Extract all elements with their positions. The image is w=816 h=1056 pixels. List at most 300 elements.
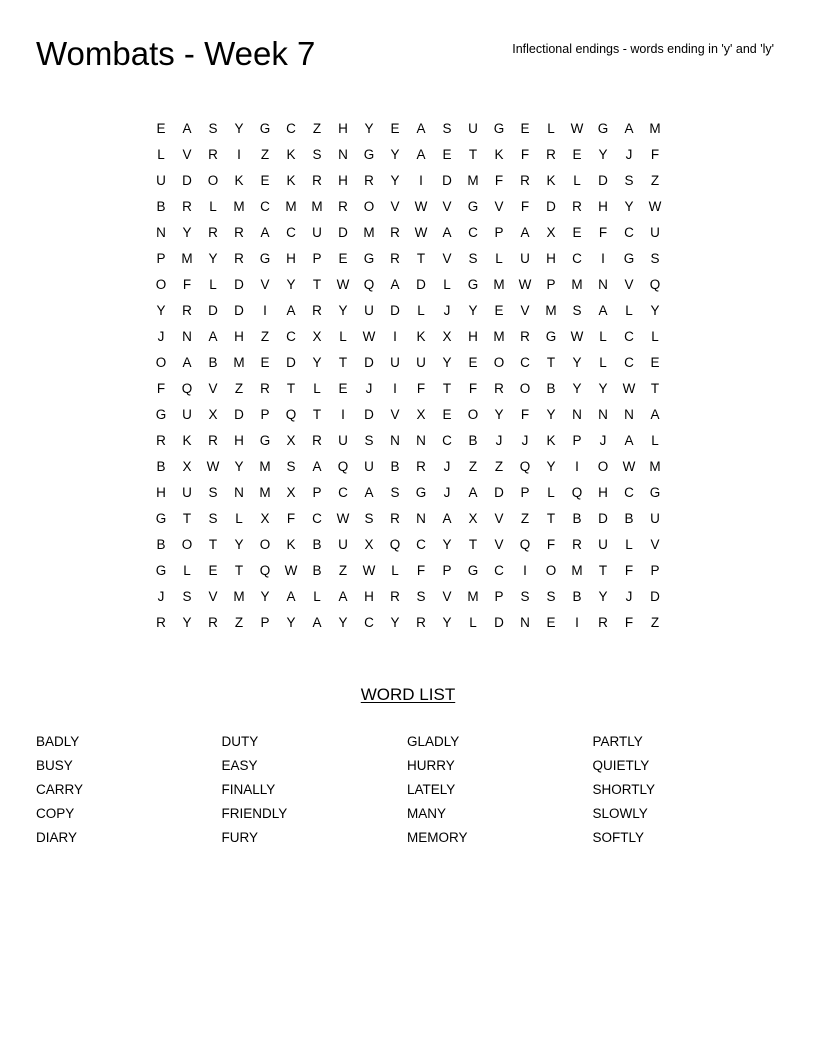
grid-letter: S: [286, 458, 296, 474]
grid-letter: Q: [649, 276, 661, 292]
grid-letter: V: [208, 588, 218, 604]
grid-letter: T: [442, 380, 452, 396]
grid-letter: W: [648, 198, 662, 214]
grid-letter: Z: [338, 562, 348, 578]
grid-letter: G: [467, 276, 479, 292]
grid-letter: H: [156, 484, 166, 500]
grid-letter: P: [494, 588, 504, 604]
grid-letter: A: [442, 510, 452, 526]
grid-letter: V: [494, 536, 504, 552]
grid-letter: E: [260, 172, 270, 188]
grid-letter: Y: [598, 380, 608, 396]
grid-letter: B: [390, 458, 400, 474]
grid-letter: B: [208, 354, 218, 370]
grid-letter: X: [312, 328, 322, 344]
grid-letter: U: [390, 354, 400, 370]
grid-letter: G: [467, 562, 479, 578]
grid-letter: R: [156, 614, 166, 630]
word-list-item: GLADLY: [407, 734, 460, 749]
grid-letter: T: [286, 380, 296, 396]
grid-letter: C: [624, 484, 634, 500]
grid-letter: F: [650, 146, 660, 162]
grid-letter: A: [338, 588, 348, 604]
grid-letter: X: [442, 328, 452, 344]
grid-letter: S: [468, 250, 478, 266]
grid-letter: B: [624, 510, 634, 526]
grid-letter: B: [156, 198, 166, 214]
grid-letter: M: [493, 276, 505, 292]
grid-letter: C: [312, 510, 322, 526]
grid-letter: V: [208, 380, 218, 396]
grid-letter: D: [650, 588, 660, 604]
word-list-item: LATELY: [407, 782, 456, 797]
grid-letter: G: [623, 250, 635, 266]
grid-letter: M: [259, 484, 271, 500]
grid-letter: P: [494, 224, 504, 240]
grid-letter: M: [233, 198, 245, 214]
grid-letter: Z: [650, 172, 660, 188]
grid-letter: L: [599, 328, 607, 344]
grid-letter: E: [442, 406, 452, 422]
grid-letter: D: [208, 302, 218, 318]
grid-letter: Z: [650, 614, 660, 630]
grid-letter: A: [312, 614, 322, 630]
grid-letter: R: [260, 380, 270, 396]
grid-letter: S: [624, 172, 634, 188]
grid-letter: B: [572, 510, 582, 526]
grid-letter: S: [546, 588, 556, 604]
grid-letter: C: [442, 432, 452, 448]
grid-letter: K: [286, 536, 296, 552]
grid-letter: L: [339, 328, 347, 344]
grid-letter: C: [624, 224, 634, 240]
grid-letter: Q: [389, 536, 401, 552]
grid-letter: N: [156, 224, 166, 240]
grid-letter: U: [338, 536, 348, 552]
grid-letter: Y: [598, 588, 608, 604]
grid-letter: L: [495, 250, 503, 266]
grid-letter: Y: [182, 224, 192, 240]
grid-letter: W: [336, 276, 350, 292]
grid-letter: R: [208, 146, 218, 162]
grid-letter: I: [393, 380, 397, 396]
grid-letter: L: [651, 432, 659, 448]
grid-letter: X: [286, 484, 296, 500]
grid-letter: E: [468, 354, 478, 370]
grid-letter: C: [338, 484, 348, 500]
grid-letter: E: [546, 614, 556, 630]
grid-letter: P: [156, 250, 166, 266]
grid-letter: X: [208, 406, 218, 422]
grid-letter: A: [650, 406, 660, 422]
grid-letter: A: [182, 120, 192, 136]
grid-letter: Y: [390, 614, 400, 630]
grid-letter: V: [494, 198, 504, 214]
word-list-item: CARRY: [36, 782, 84, 797]
grid-letter: R: [312, 302, 322, 318]
grid-letter: L: [443, 276, 451, 292]
grid-letter: T: [182, 510, 192, 526]
grid-letter: A: [260, 224, 270, 240]
grid-letter: R: [338, 198, 348, 214]
grid-letter: Z: [234, 380, 244, 396]
grid-letter: H: [234, 328, 244, 344]
grid-letter: R: [234, 224, 244, 240]
grid-letter: O: [155, 354, 167, 370]
grid-letter: L: [313, 380, 321, 396]
grid-letter: O: [259, 536, 271, 552]
grid-letter: G: [597, 120, 609, 136]
grid-letter: Q: [285, 406, 297, 422]
grid-letter: C: [416, 536, 426, 552]
grid-letter: E: [390, 120, 400, 136]
grid-letter: Y: [156, 302, 166, 318]
grid-letter: R: [572, 198, 582, 214]
grid-letter: T: [208, 536, 218, 552]
grid-letter: T: [312, 276, 322, 292]
grid-letter: C: [286, 224, 296, 240]
word-list-item: SLOWLY: [592, 806, 648, 821]
grid-letter: Y: [338, 614, 348, 630]
grid-letter: N: [572, 406, 582, 422]
grid-letter: Y: [572, 354, 582, 370]
grid-letter: T: [468, 536, 478, 552]
grid-letter: N: [390, 432, 400, 448]
grid-letter: F: [624, 562, 634, 578]
word-list-heading-wrapper: [0, 684, 816, 706]
grid-letter: H: [598, 198, 608, 214]
grid-letter: A: [416, 120, 426, 136]
grid-letter: T: [312, 406, 322, 422]
grid-letter: D: [546, 198, 556, 214]
grid-letter: J: [157, 328, 165, 344]
grid-letter: H: [338, 172, 348, 188]
grid-letter: O: [207, 172, 219, 188]
grid-letter: L: [183, 562, 191, 578]
grid-letter: F: [520, 406, 530, 422]
grid-letter: S: [572, 302, 582, 318]
grid-letter: D: [390, 302, 400, 318]
grid-letter: D: [338, 224, 348, 240]
grid-letter: M: [649, 458, 661, 474]
grid-letter: U: [182, 406, 192, 422]
grid-letter: S: [390, 484, 400, 500]
grid-letter: Q: [337, 458, 349, 474]
grid-letter: I: [523, 562, 527, 578]
grid-letter: O: [181, 536, 193, 552]
word-list-item: DIARY: [36, 830, 78, 845]
grid-letter: R: [156, 432, 166, 448]
word-list-item: DUTY: [221, 734, 259, 749]
grid-letter: M: [233, 588, 245, 604]
grid-letter: D: [442, 172, 452, 188]
grid-letter: N: [182, 328, 192, 344]
grid-letter: X: [468, 510, 478, 526]
grid-letter: S: [416, 588, 426, 604]
grid-letter: L: [235, 510, 243, 526]
grid-letter: J: [157, 588, 165, 604]
grid-letter: V: [260, 276, 270, 292]
word-list-item: FRIENDLY: [221, 806, 288, 821]
grid-letter: P: [546, 276, 556, 292]
grid-letter: Q: [259, 562, 271, 578]
grid-letter: L: [625, 302, 633, 318]
grid-letter: A: [598, 302, 608, 318]
word-list-item: QUIETLY: [592, 758, 650, 773]
grid-letter: T: [650, 380, 660, 396]
grid-letter: P: [260, 406, 270, 422]
grid-letter: S: [208, 120, 218, 136]
grid-letter: J: [625, 588, 633, 604]
grid-letter: C: [624, 328, 634, 344]
grid-letter: B: [312, 536, 322, 552]
grid-letter: Y: [442, 536, 452, 552]
grid-letter: N: [520, 614, 530, 630]
grid-letter: B: [156, 536, 166, 552]
grid-letter: H: [468, 328, 478, 344]
grid-letter: D: [234, 276, 244, 292]
grid-letter: W: [622, 380, 636, 396]
grid-letter: Q: [519, 536, 531, 552]
grid-letter: M: [363, 224, 375, 240]
grid-letter: R: [182, 198, 192, 214]
grid-letter: U: [416, 354, 426, 370]
grid-letter: L: [469, 614, 477, 630]
grid-letter: W: [206, 458, 220, 474]
grid-letter: W: [336, 510, 350, 526]
grid-letter: I: [419, 172, 423, 188]
grid-letter: V: [624, 276, 634, 292]
grid-letter: H: [598, 484, 608, 500]
grid-letter: N: [598, 406, 608, 422]
grid-letter: H: [338, 120, 348, 136]
grid-letter: E: [442, 146, 452, 162]
grid-letter: Z: [494, 458, 504, 474]
grid-letter: L: [547, 484, 555, 500]
grid-letter: W: [570, 120, 584, 136]
grid-letter: C: [624, 354, 634, 370]
word-list-heading: WORD LIST: [360, 685, 456, 704]
grid-letter: M: [467, 588, 479, 604]
grid-letter: R: [520, 172, 530, 188]
grid-letter: L: [157, 146, 165, 162]
grid-letter: G: [259, 120, 271, 136]
grid-letter: V: [520, 302, 530, 318]
grid-letter: R: [598, 614, 608, 630]
word-list-item: FURY: [221, 830, 259, 845]
grid-letter: K: [546, 172, 556, 188]
grid-letter: F: [624, 614, 634, 630]
grid-letter: A: [390, 276, 400, 292]
grid-letter: N: [338, 146, 348, 162]
grid-letter: A: [312, 458, 322, 474]
grid-letter: Z: [234, 614, 244, 630]
grid-letter: U: [364, 458, 374, 474]
grid-letter: M: [259, 458, 271, 474]
grid-letter: G: [649, 484, 661, 500]
grid-letter: D: [364, 406, 374, 422]
grid-letter: F: [156, 380, 166, 396]
grid-letter: Y: [390, 146, 400, 162]
grid-letter: I: [237, 146, 241, 162]
grid-letter: D: [234, 302, 244, 318]
grid-letter: P: [650, 562, 660, 578]
grid-letter: R: [234, 250, 244, 266]
word-list-item: FINALLY: [221, 782, 276, 797]
grid-letter: Z: [520, 510, 530, 526]
grid-letter: G: [415, 484, 427, 500]
grid-letter: I: [575, 614, 579, 630]
grid-letter: N: [416, 432, 426, 448]
grid-letter: Y: [494, 406, 504, 422]
grid-letter: Y: [624, 198, 634, 214]
grid-letter: S: [364, 510, 374, 526]
grid-letter: D: [598, 510, 608, 526]
grid-letter: H: [286, 250, 296, 266]
grid-letter: A: [624, 432, 634, 448]
grid-letter: V: [494, 510, 504, 526]
grid-letter: U: [598, 536, 608, 552]
grid-letter: G: [363, 146, 375, 162]
grid-letter: R: [572, 536, 582, 552]
grid-letter: R: [208, 224, 218, 240]
grid-letter: Q: [571, 484, 583, 500]
grid-letter: L: [209, 276, 217, 292]
grid-letter: P: [520, 484, 530, 500]
grid-letter: S: [208, 510, 218, 526]
grid-letter: X: [546, 224, 556, 240]
grid-letter: F: [520, 198, 530, 214]
grid-letter: K: [546, 432, 556, 448]
grid-letter: U: [156, 172, 166, 188]
grid-letter: M: [493, 328, 505, 344]
grid-letter: N: [598, 276, 608, 292]
grid-letter: M: [649, 120, 661, 136]
grid-letter: R: [208, 614, 218, 630]
grid-letter: V: [390, 198, 400, 214]
grid-letter: X: [286, 432, 296, 448]
grid-letter: P: [572, 432, 582, 448]
grid-letter: I: [393, 328, 397, 344]
grid-letter: M: [285, 198, 297, 214]
grid-letter: W: [414, 224, 428, 240]
grid-letter: D: [598, 172, 608, 188]
grid-letter: C: [572, 250, 582, 266]
grid-letter: K: [494, 146, 504, 162]
grid-letter: U: [312, 224, 322, 240]
grid-letter: R: [182, 302, 192, 318]
word-list-item: SOFTLY: [592, 830, 645, 845]
grid-letter: C: [364, 614, 374, 630]
grid-letter: D: [416, 276, 426, 292]
grid-letter: J: [443, 484, 451, 500]
grid-letter: S: [650, 250, 660, 266]
grid-letter: A: [442, 224, 452, 240]
grid-letter: R: [390, 510, 400, 526]
grid-letter: Y: [546, 458, 556, 474]
grid-letter: K: [234, 172, 244, 188]
grid-letter: X: [416, 406, 426, 422]
grid-letter: Y: [442, 354, 452, 370]
grid-letter: R: [494, 380, 504, 396]
grid-letter: F: [546, 536, 556, 552]
grid-letter: J: [443, 302, 451, 318]
grid-letter: D: [182, 172, 192, 188]
grid-letter: E: [338, 250, 348, 266]
grid-letter: H: [364, 588, 374, 604]
word-list-item: HURRY: [407, 758, 455, 773]
grid-letter: Y: [234, 458, 244, 474]
grid-letter: M: [545, 302, 557, 318]
grid-letter: Y: [442, 614, 452, 630]
grid-letter: O: [363, 198, 375, 214]
grid-letter: R: [390, 588, 400, 604]
word-list-item: MEMORY: [407, 830, 468, 845]
grid-letter: S: [442, 120, 452, 136]
grid-letter: E: [494, 302, 504, 318]
grid-letter: C: [286, 328, 296, 344]
grid-letter: Y: [312, 354, 322, 370]
grid-letter: Y: [364, 120, 374, 136]
grid-letter: W: [518, 276, 532, 292]
grid-letter: E: [520, 120, 530, 136]
grid-letter: F: [182, 276, 192, 292]
grid-letter: T: [234, 562, 244, 578]
grid-letter: F: [468, 380, 478, 396]
grid-letter: V: [442, 198, 452, 214]
word-list-item: MANY: [407, 806, 447, 821]
grid-letter: O: [545, 562, 557, 578]
grid-letter: T: [416, 250, 426, 266]
grid-letter: Z: [312, 120, 322, 136]
word-list-item: SHORTLY: [592, 782, 656, 797]
grid-letter: A: [364, 484, 374, 500]
grid-letter: M: [181, 250, 193, 266]
grid-letter: T: [468, 146, 478, 162]
grid-letter: B: [468, 432, 478, 448]
grid-letter: S: [312, 146, 322, 162]
grid-letter: Z: [468, 458, 478, 474]
grid-letter: K: [416, 328, 426, 344]
grid-letter: Y: [234, 536, 244, 552]
grid-letter: D: [494, 614, 504, 630]
grid-letter: Q: [181, 380, 193, 396]
grid-letter: Y: [286, 614, 296, 630]
grid-letter: Y: [286, 276, 296, 292]
grid-letter: D: [234, 406, 244, 422]
grid-letter: G: [363, 250, 375, 266]
grid-letter: X: [182, 458, 192, 474]
grid-letter: L: [547, 120, 555, 136]
grid-letter: N: [234, 484, 244, 500]
grid-letter: E: [650, 354, 660, 370]
grid-letter: U: [338, 432, 348, 448]
grid-letter: M: [571, 562, 583, 578]
grid-letter: C: [260, 198, 270, 214]
grid-letter: T: [338, 354, 348, 370]
grid-letter: A: [624, 120, 634, 136]
grid-letter: A: [286, 588, 296, 604]
grid-letter: C: [494, 562, 504, 578]
grid-letter: B: [572, 588, 582, 604]
grid-letter: T: [546, 510, 556, 526]
grid-letter: Y: [208, 250, 218, 266]
grid-letter: M: [233, 354, 245, 370]
grid-letter: C: [286, 120, 296, 136]
grid-letter: O: [467, 406, 479, 422]
grid-letter: E: [260, 354, 270, 370]
grid-letter: P: [312, 484, 322, 500]
